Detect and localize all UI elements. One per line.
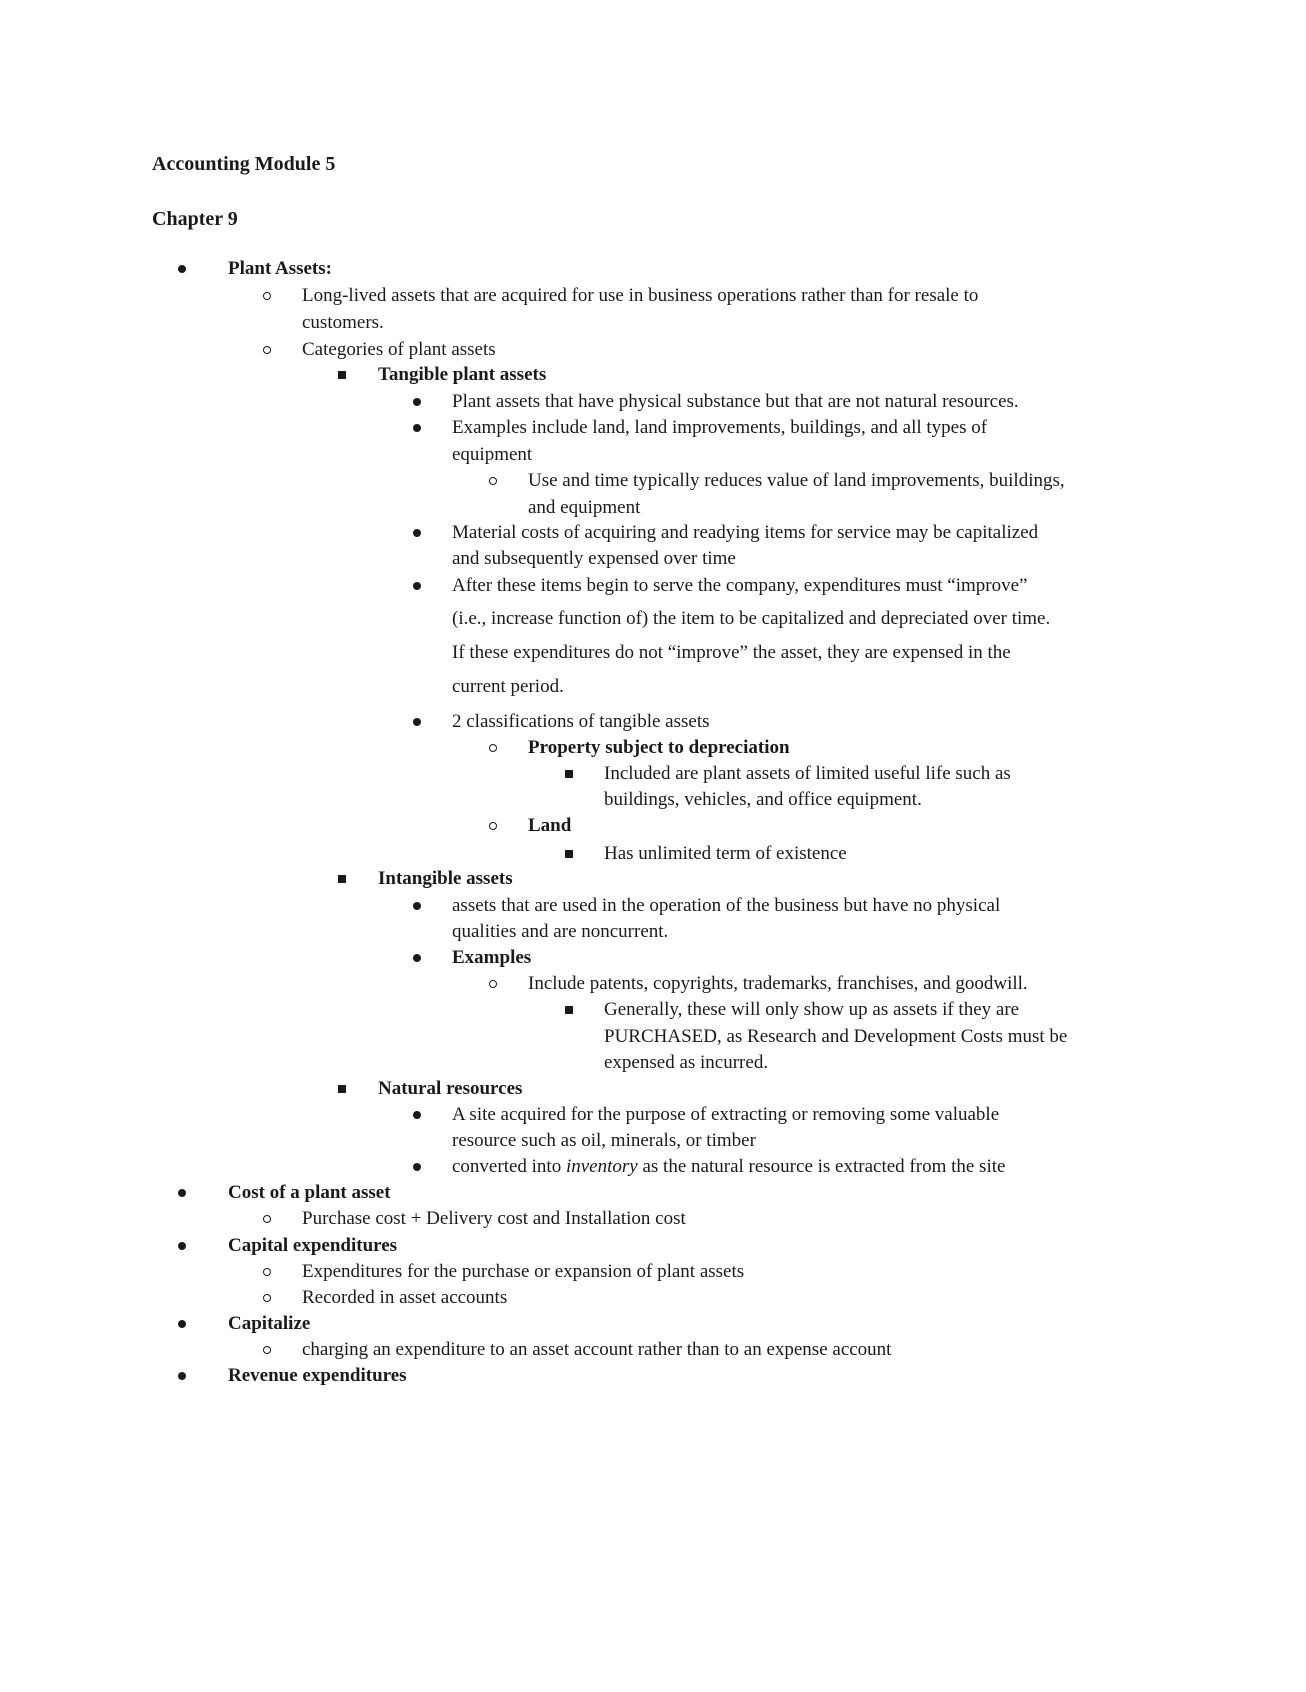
outline-text-part: as the natural resource is extracted from the site xyxy=(637,1156,1006,1177)
outline-text: assets that are used in the operation of the business but have no physical xyxy=(452,895,1001,916)
circle-bullet-icon xyxy=(489,477,497,485)
emphasized-term: inventory xyxy=(565,1156,638,1177)
outline-text: Include patents, copyrights, trademarks, franchises, and goodwill. xyxy=(528,973,1028,994)
outline-text: Categories of plant assets xyxy=(302,339,496,360)
outline-heading: Plant Assets: xyxy=(228,258,332,279)
circle-bullet-icon xyxy=(489,980,497,988)
outline-text: After these items begin to serve the company, expenditures must “improve” xyxy=(452,575,1028,596)
square-bullet-icon xyxy=(565,850,573,858)
outline-text: Expenditures for the purchase or expansion of plant assets xyxy=(302,1261,745,1282)
outline-text: charging an expenditure to an asset account rather than to an expense account xyxy=(302,1339,892,1360)
outline-text: PURCHASED, as Research and Development Costs must be xyxy=(604,1026,1068,1047)
square-bullet-icon xyxy=(565,770,573,778)
outline-heading: Capitalize xyxy=(228,1313,311,1334)
outline-text: Has unlimited term of existence xyxy=(604,843,847,864)
outline-text: Generally, these will only show up as assets if they are xyxy=(604,999,1020,1020)
disc-bullet-icon xyxy=(413,1111,421,1119)
outline-text: Recorded in asset accounts xyxy=(302,1287,508,1308)
circle-bullet-icon xyxy=(489,744,497,752)
square-bullet-icon xyxy=(565,1006,573,1014)
disc-bullet-icon xyxy=(413,424,421,432)
disc-bullet-icon xyxy=(413,582,421,590)
disc-bullet-icon xyxy=(413,398,421,406)
circle-bullet-icon xyxy=(263,1294,271,1302)
disc-bullet-icon xyxy=(413,954,421,962)
circle-bullet-icon xyxy=(263,1268,271,1276)
outline-heading: Capital expenditures xyxy=(228,1235,398,1256)
outline-text: If these expenditures do not “improve” the asset, they are expensed in the xyxy=(452,642,1011,663)
disc-bullet-icon xyxy=(178,1320,186,1328)
outline-text: Plant assets that have physical substance but that are not natural resources. xyxy=(452,391,1019,412)
outline-text: A site acquired for the purpose of extracting or removing some valuable xyxy=(452,1104,1000,1125)
outline-text: resource such as oil, minerals, or timber xyxy=(452,1130,756,1151)
outline-heading: Tangible plant assets xyxy=(378,364,547,385)
outline-text: and equipment xyxy=(528,497,641,518)
outline-text: expensed as incurred. xyxy=(604,1052,769,1073)
outline-heading: Intangible assets xyxy=(378,868,513,889)
disc-bullet-icon xyxy=(178,1189,186,1197)
outline-text: (i.e., increase function of) the item to be capitalized and depreciated over time. xyxy=(452,608,1051,629)
outline-text: current period. xyxy=(452,676,564,697)
outline-text: Purchase cost + Delivery cost and Installation cost xyxy=(302,1208,686,1229)
outline-text: Material costs of acquiring and readying items for service may be capitalized xyxy=(452,522,1039,543)
document-title: Accounting Module 5 xyxy=(152,153,336,175)
outline-text: Use and time typically reduces value of land improvements, buildings, xyxy=(528,470,1065,491)
outline-text-part: converted into xyxy=(452,1156,566,1177)
square-bullet-icon xyxy=(338,1085,346,1093)
outline-text: customers. xyxy=(302,312,384,333)
outline-text: buildings, vehicles, and office equipment. xyxy=(604,789,922,810)
circle-bullet-icon xyxy=(263,292,271,300)
outline-heading: Natural resources xyxy=(378,1078,523,1099)
disc-bullet-icon xyxy=(178,1242,186,1250)
outline-text xyxy=(452,1155,1005,1179)
outline-heading: Property subject to depreciation xyxy=(528,737,790,758)
outline-heading: Revenue expenditures xyxy=(228,1365,407,1386)
circle-bullet-icon xyxy=(263,1346,271,1354)
circle-bullet-icon xyxy=(263,346,271,354)
outline-text: and subsequently expensed over time xyxy=(452,548,736,569)
chapter-heading: Chapter 9 xyxy=(152,208,238,230)
outline-text: 2 classifications of tangible assets xyxy=(452,711,710,732)
outline-heading: Cost of a plant asset xyxy=(228,1182,391,1203)
disc-bullet-icon xyxy=(178,265,186,273)
circle-bullet-icon xyxy=(489,822,497,830)
outline-text: equipment xyxy=(452,444,533,465)
outline-text: Examples include land, land improvements, buildings, and all types of xyxy=(452,417,988,438)
outline-text: Included are plant assets of limited useful life such as xyxy=(604,763,1011,784)
circle-bullet-icon xyxy=(263,1215,271,1223)
outline-text: qualities and are noncurrent. xyxy=(452,921,669,942)
outline-heading: Land xyxy=(528,815,572,836)
outline-text: Long-lived assets that are acquired for use in business operations rather than for resale to xyxy=(302,285,979,306)
disc-bullet-icon xyxy=(413,529,421,537)
disc-bullet-icon xyxy=(413,718,421,726)
disc-bullet-icon xyxy=(178,1372,186,1380)
square-bullet-icon xyxy=(338,875,346,883)
outline-heading: Examples xyxy=(452,947,532,968)
square-bullet-icon xyxy=(338,371,346,379)
disc-bullet-icon xyxy=(413,902,421,910)
disc-bullet-icon xyxy=(413,1163,421,1171)
